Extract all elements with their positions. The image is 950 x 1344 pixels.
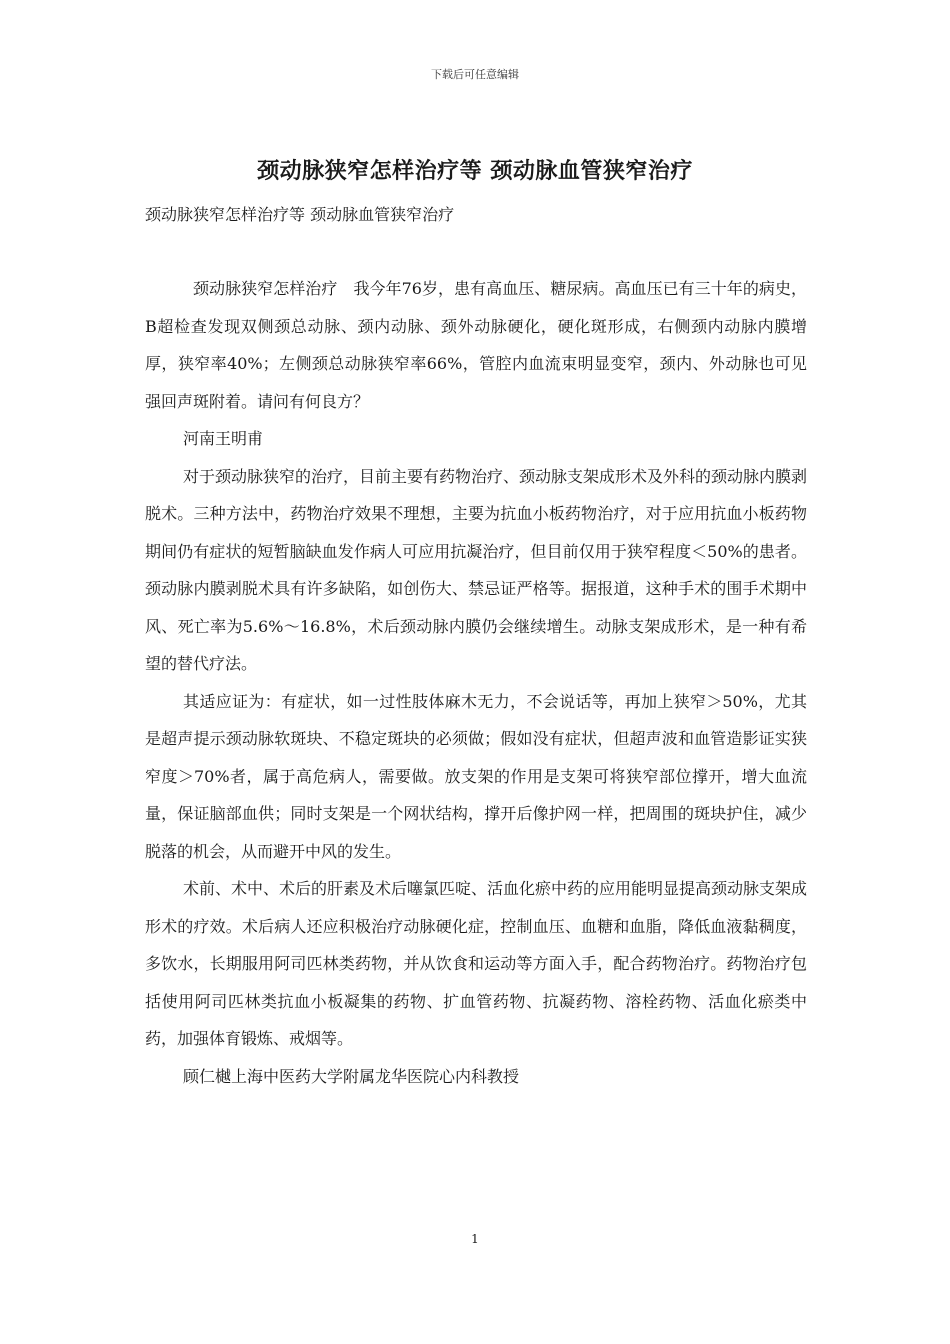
paragraph-indications: 其适应证为：有症状，如一过性肢体麻木无力，不会说话等，再加上狭窄＞50%，尤其是超声提示颈动脉软斑块、不稳定斑块的必须做；假如没有症状，但超声波和血管造影证实狭窄度＞70%者，属于高危病人，需要做。放支架的作用是支架可将狭窄部位撑开，增大血流量，保证脑部血供；同时支架是一个网状结构，撑开后像护网一样，把周围的斑块护住，减少脱落的机会，从而避开中风的发生。 <box>145 691 807 861</box>
document-title: 颈动脉狭窄怎样治疗等 颈动脉血管狭窄治疗 <box>257 158 693 184</box>
paragraph-treatment: 对于颈动脉狭窄的治疗，目前主要有药物治疗、颈动脉支架成形术及外科的颈动脉内膜剥脱术。三种方法中，药物治疗效果不理想，主要为抗血小板药物治疗，对于应用抗血小板药物期间仍有症状的短暂脑缺血发作病人可应用抗凝治疗，但目前仅用于狭窄程度＜50%的患者。颈动脉内膜剥脱术具有许多缺陷，如创伤大、禁忌证严格等。据报道，这种手术的围手术期中风、死亡率为5.6%～16.8%，术后颈动脉内膜仍会继续增生。动脉支架成形术，是一种有希望的替代疗法。 <box>145 466 808 673</box>
paragraph-author: 河南王明甫 <box>183 429 264 448</box>
header-note: 下载后可任意编辑 <box>431 68 519 81</box>
document-subtitle: 颈动脉狭窄怎样治疗等 颈动脉血管狭窄治疗 <box>145 205 455 224</box>
paragraph-postoperative: 术前、术中、术后的肝素及术后噻氯匹啶、活血化瘀中药的应用能明显提高颈动脉支架成形术的疗效。术后病人还应积极治疗动脉硬化症，控制血压、血糖和血脂，降低血液黏稠度，多饮水，长期服用阿司匹林类药物，并从饮食和运动等方面入手，配合药物治疗。药物治疗包括使用阿司匹林类抗血小板凝集的药物、扩血管药物、抗凝药物、溶栓药物、活血化瘀类中药，加强体育锻炼、戒烟等。 <box>145 879 808 1048</box>
document-body <box>145 270 807 1095</box>
page-number: 1 <box>471 1232 479 1246</box>
paragraph-signature: 顾仁樾上海中医药大学附属龙华医院心内科教授 <box>183 1066 520 1086</box>
paragraph-question: 颈动脉狭窄怎样治疗 我今年76岁，患有高血压、糖尿病。高血压已有三十年的病史，B超检查发现双侧颈总动脉、颈内动脉、颈外动脉硬化，硬化斑形成，右侧颈内动脉内膜增厚，狭窄率40%；左侧颈总动脉狭窄率66%，管腔内血流束明显变窄，颈内、外动脉也可见强回声斑附着。请问有何良方？ <box>145 279 807 411</box>
